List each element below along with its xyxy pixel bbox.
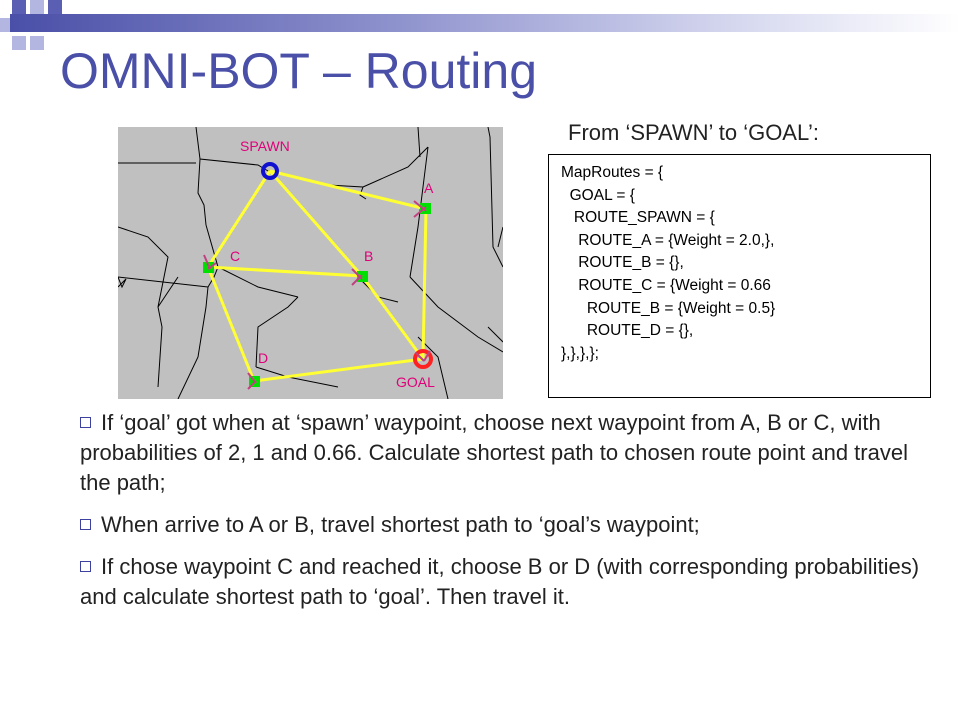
bullet-text: When arrive to A or B, travel shortest path to ‘goal’s waypoint; [101, 512, 700, 537]
route-map [118, 127, 503, 399]
map-background [118, 127, 503, 399]
label-b: B [364, 248, 374, 264]
code-line: GOAL = { [561, 186, 635, 204]
header-gradient-bar [10, 14, 960, 32]
label-a: A [424, 180, 434, 196]
code-line: ROUTE_C = {Weight = 0.66 [561, 276, 771, 294]
bullet-list [80, 408, 940, 624]
decor-square [12, 0, 26, 14]
bullet-item [80, 552, 940, 612]
decor-square [30, 36, 44, 50]
decor-square [30, 0, 44, 14]
square-bullet-icon [80, 519, 91, 530]
square-bullet-icon [80, 417, 91, 428]
bullet-text: If chose waypoint C and reached it, choose B or D (with corresponding probabilities) and calculate shortest path to ‘goal’. Then travel it. [80, 554, 920, 609]
code-line: MapRoutes = { [561, 164, 664, 181]
label-spawn: SPAWN [240, 138, 290, 154]
code-line: ROUTE_B = {}, [561, 254, 684, 272]
bullet-item [80, 408, 940, 498]
bullet-item [80, 510, 940, 540]
slide-subtitle: From ‘SPAWN’ to ‘GOAL’: [568, 120, 820, 145]
code-line: ROUTE_A = {Weight = 2.0,}, [561, 231, 775, 249]
code-box [548, 154, 931, 398]
square-bullet-icon [80, 561, 91, 572]
label-goal: GOAL [396, 374, 435, 390]
label-d: D [258, 350, 269, 366]
code-line: },},},}; [561, 344, 599, 362]
decor-square [48, 0, 62, 14]
bullet-text: If ‘goal’ got when at ‘spawn’ waypoint, choose next waypoint from A, B or C, with probabilities of 2, 1 and 0.66. Calculate shortest path to chosen route point and travel the path; [80, 410, 908, 495]
slide-title: OMNI-BOT – Routing [60, 43, 538, 99]
code-line: ROUTE_SPAWN = { [561, 209, 715, 227]
code-line: ROUTE_B = {Weight = 0.5} [561, 299, 776, 317]
label-c: C [230, 248, 241, 264]
decor-square [12, 36, 26, 50]
code-line: ROUTE_D = {}, [561, 322, 694, 340]
